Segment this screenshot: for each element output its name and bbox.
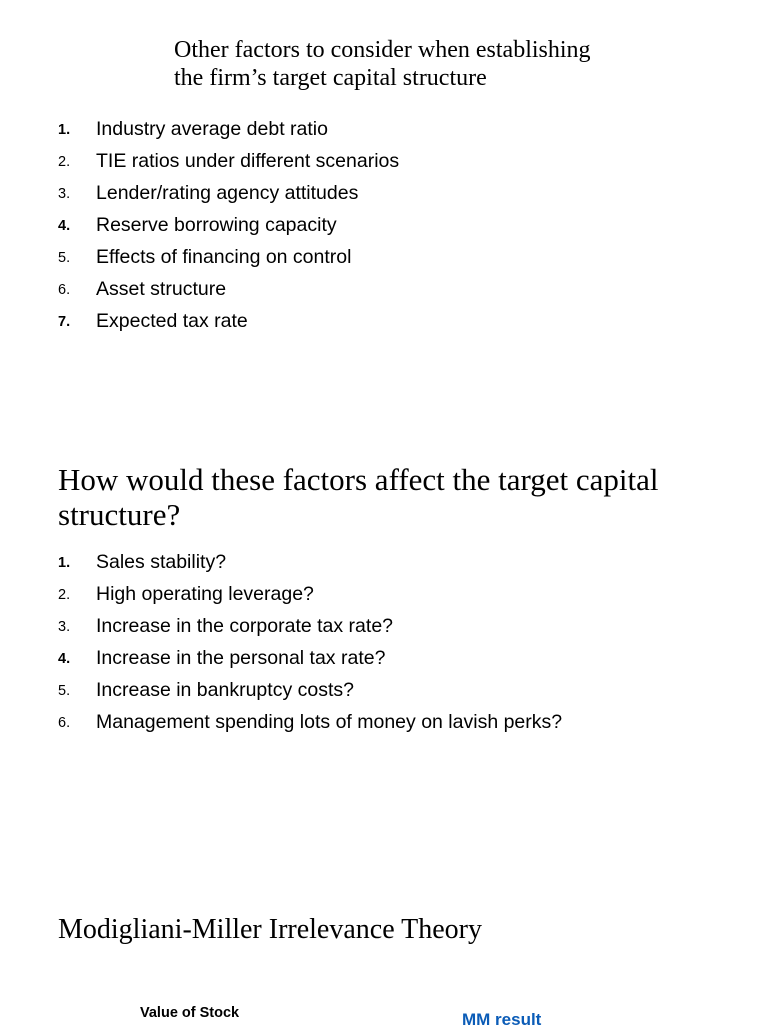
list-item-number: 3. (58, 619, 71, 635)
list-item-text: TIE ratios under different scenarios (96, 150, 400, 172)
list-item-number: 5. (58, 250, 71, 266)
list-item-text: Industry average debt ratio (96, 118, 328, 140)
section2-title-line1: How would these factors affect the target capital (58, 462, 659, 497)
section2-title-line2: structure? (58, 497, 181, 532)
list-item-text: Increase in bankruptcy costs? (96, 679, 354, 701)
list-item-text: Lender/rating agency attitudes (96, 182, 359, 204)
list-item-number: 7. (58, 314, 71, 330)
list-item-text: Reserve borrowing capacity (96, 214, 337, 236)
list-item-number: 6. (58, 715, 71, 731)
list-item-text: Sales stability? (96, 551, 227, 573)
list-item-number: 4. (58, 651, 71, 667)
list-item-number: 1. (58, 555, 71, 571)
list-item-number: 6. (58, 282, 71, 298)
list-item-text: Expected tax rate (96, 310, 248, 332)
list-item-text: Management spending lots of money on lavish perks? (96, 711, 563, 733)
list-item-text: Increase in the corporate tax rate? (96, 615, 394, 637)
list-item-number: 3. (58, 186, 71, 202)
list-item-text: Increase in the personal tax rate? (96, 647, 386, 669)
section1-title-line2: the firm’s target capital structure (174, 65, 487, 91)
list-item-number: 2. (58, 587, 71, 603)
chart-series-label: MM result (462, 1010, 542, 1029)
list-item-text: Asset structure (96, 278, 227, 300)
list-item-number: 1. (58, 122, 71, 138)
list-item-number: 5. (58, 683, 71, 699)
list-item-text: High operating leverage? (96, 583, 314, 605)
chart-y-axis-label: Value of Stock (140, 1005, 240, 1021)
list-item-text: Effects of financing on control (96, 246, 352, 268)
list-item-number: 4. (58, 218, 71, 234)
section3-title: Modigliani-Miller Irrelevance Theory (58, 914, 482, 945)
section2-title (58, 462, 738, 532)
section1-title (174, 36, 694, 92)
list-item-number: 2. (58, 154, 71, 170)
section1-title-line1: Other factors to consider when establishing (174, 37, 591, 63)
